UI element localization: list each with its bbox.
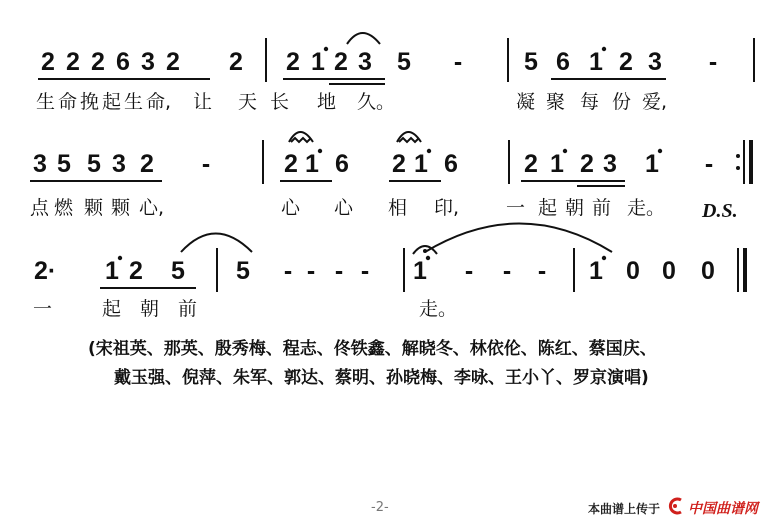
jianpu-note: 2 [286, 48, 300, 76]
jianpu-note: 2 [166, 48, 180, 76]
lyric-syllable: 起 [102, 298, 122, 320]
lyric-syllable: 份 [612, 91, 632, 113]
jianpu-note: 2 [41, 48, 55, 76]
lyric-syllable: 凝 [516, 91, 536, 113]
jianpu-note: 2 [129, 257, 143, 285]
jianpu-note: 1 [413, 257, 427, 285]
jianpu-note: 1 [589, 48, 603, 76]
jianpu-note: 2 [524, 150, 538, 178]
site-logo-icon [667, 497, 687, 515]
lyric-syllable: 一 [33, 298, 53, 320]
jianpu-note: 5 [524, 48, 538, 76]
lyric-syllable: 一 [506, 197, 526, 219]
lyric-syllable: 生 [36, 91, 56, 113]
jianpu-note: 2 [229, 48, 243, 76]
lyric-syllable: 起 [102, 91, 122, 113]
dash-sustain: - [502, 257, 512, 285]
dash-sustain: - [306, 257, 316, 285]
lyric-syllable: 心 [281, 197, 301, 219]
jianpu-note: 5 [236, 257, 250, 285]
jianpu-note: 2 [619, 48, 633, 76]
jianpu-note: 2 [140, 150, 154, 178]
jianpu-note: 5 [87, 150, 101, 178]
jianpu-note: 2 [91, 48, 105, 76]
lyric-syllable: 颗 [111, 197, 131, 219]
jianpu-note: 1 [105, 257, 119, 285]
lyric-syllable: 命, [146, 91, 172, 113]
jianpu-note: 1 [645, 150, 659, 178]
jianpu-note: 2 [284, 150, 298, 178]
jianpu-note: 2 [580, 150, 594, 178]
lyric-syllable: 每 [580, 91, 600, 113]
lyric-syllable: 朝 [565, 197, 585, 219]
jianpu-note: 2 [392, 150, 406, 178]
lyric-syllable: 命 [58, 91, 78, 113]
dash-sustain: - [334, 257, 344, 285]
lyric-syllable: 生 [124, 91, 144, 113]
jianpu-note: 3 [358, 48, 372, 76]
lyric-syllable: 心 [334, 197, 354, 219]
lyric-syllable: 长 [270, 91, 290, 113]
jianpu-note: 3 [648, 48, 662, 76]
jianpu-note: 6 [556, 48, 570, 76]
lyric-syllable: 颗 [84, 197, 104, 219]
slur [425, 224, 612, 253]
jianpu-note: 1 [414, 150, 428, 178]
jianpu-note: 5 [171, 257, 185, 285]
performers-line-1: (宋祖英、那英、殷秀梅、程志、佟铁鑫、解晓冬、林依伦、陈红、蔡国庆、 [88, 339, 657, 359]
performers-line-2: 戴玉强、倪萍、朱军、郭达、蔡明、孙晓梅、李咏、王小丫、罗京演唱) [114, 368, 649, 388]
jianpu-note: 6 [444, 150, 458, 178]
jianpu-note: 1 [589, 257, 603, 285]
lyric-syllable: 点 [30, 197, 50, 219]
dash-sustain: - [537, 257, 547, 285]
slur [181, 234, 252, 253]
jianpu-note: 5 [397, 48, 411, 76]
mordent-icon [399, 138, 419, 142]
jianpu-note: 0 [662, 257, 676, 285]
dash-sustain: - [704, 150, 714, 178]
site-name[interactable]: 中国曲谱网 [688, 501, 758, 517]
jianpu-note: 2· [34, 257, 57, 285]
jianpu-note: 3 [33, 150, 47, 178]
jianpu-note: 1 [305, 150, 319, 178]
dash-sustain: - [201, 150, 211, 178]
jianpu-note: 2 [334, 48, 348, 76]
jianpu-note: 3 [603, 150, 617, 178]
lyric-syllable: 聚 [546, 91, 566, 113]
lyric-syllable: 相 [388, 197, 408, 219]
dash-sustain: - [453, 48, 463, 76]
fermata-dot [423, 249, 427, 253]
jianpu-note: 6 [335, 150, 349, 178]
slur [347, 33, 380, 44]
jianpu-note: 6 [116, 48, 130, 76]
lyric-syllable: 印, [434, 197, 460, 219]
lyric-syllable: 走。 [419, 298, 458, 320]
jianpu-note: 2 [66, 48, 80, 76]
lyric-syllable: 走。 [627, 197, 666, 219]
lyric-syllable: 朝 [140, 298, 160, 320]
lyric-syllable: 爱, [642, 91, 668, 113]
lyric-syllable: 地 [317, 91, 337, 113]
upload-notice: 本曲谱上传于 [588, 502, 661, 516]
jianpu-note: 1 [550, 150, 564, 178]
jianpu-note: 0 [626, 257, 640, 285]
lyric-syllable: 天 [238, 91, 258, 113]
lyric-syllable: 前 [178, 298, 198, 320]
jianpu-note: 3 [112, 150, 126, 178]
lyric-syllable: 让 [193, 91, 213, 113]
dash-sustain: - [708, 48, 718, 76]
page-number: -2- [371, 500, 389, 515]
lyric-syllable: 心, [139, 197, 165, 219]
dash-sustain: - [360, 257, 370, 285]
jianpu-note: 0 [701, 257, 715, 285]
dash-sustain: - [283, 257, 293, 285]
mordent-icon [291, 138, 311, 142]
jianpu-note: 1 [311, 48, 325, 76]
lyric-syllable: 挽 [80, 91, 100, 113]
jianpu-note: 3 [141, 48, 155, 76]
lyric-syllable: 起 [538, 197, 558, 219]
lyric-syllable: 久。 [357, 91, 396, 113]
lyric-syllable: 前 [592, 197, 612, 219]
dal-segno-mark: D.S. [702, 200, 738, 222]
dash-sustain: - [464, 257, 474, 285]
jianpu-note: 5 [57, 150, 71, 178]
lyric-syllable: 燃 [54, 197, 74, 219]
